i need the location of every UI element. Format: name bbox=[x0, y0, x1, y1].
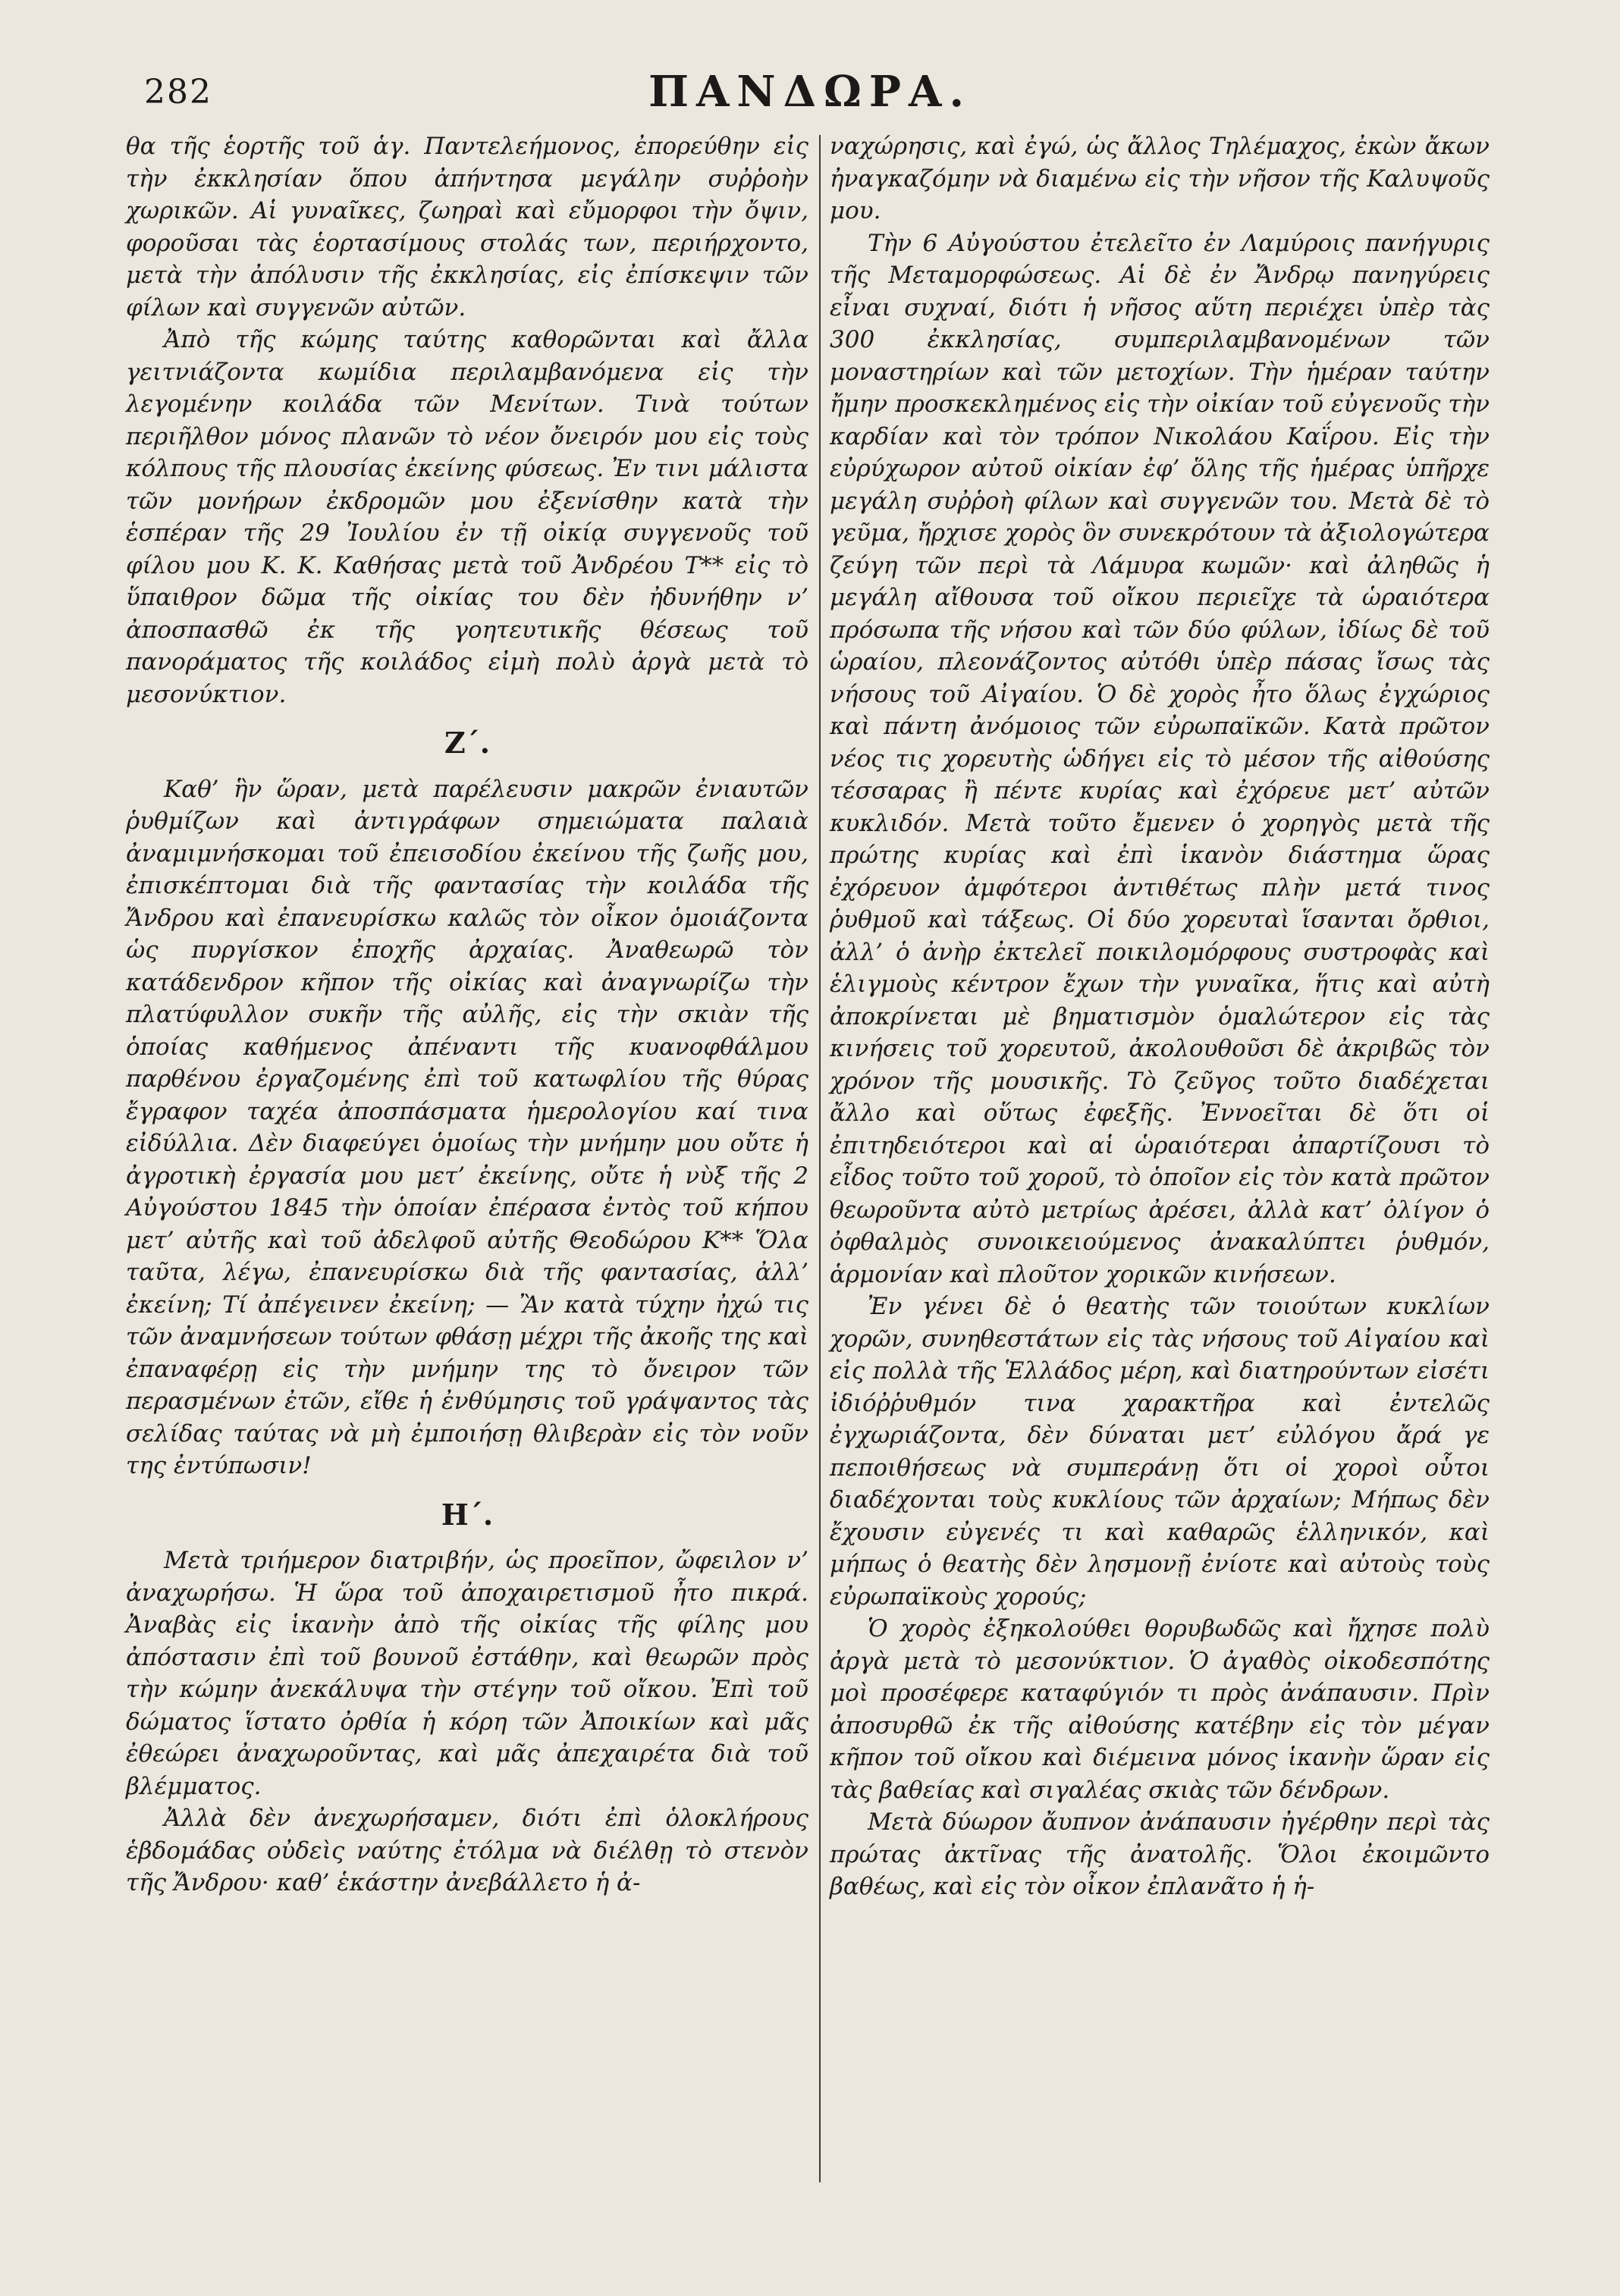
left-column bbox=[126, 130, 808, 1899]
paragraph: ναχώρησις, καὶ ἐγώ, ὡς ἄλλος Τηλέμαχος, ἐκὼν ἄκων ἠναγκαζόμην νὰ διαμένω εἰς τὴν νῆσον τῆς Καλυψοῦς μου. bbox=[830, 133, 1490, 224]
paragraph: Μετὰ δύωρον ἄυπνον ἀνάπαυσιν ἠγέρθην περὶ τὰς πρώτας ἀκτῖνας τῆς ἀνατολῆς. Ὅλοι ἐκοιμῶντο βαθέως, καὶ εἰς τὸν οἶκον ἐπλανᾶτο ἡ ἡ- bbox=[830, 1808, 1490, 1900]
paragraph: θα τῆς ἑορτῆς τοῦ ἁγ. Παντελεήμονος, ἐπορεύθην εἰς τὴν ἐκκλησίαν ὅπου ἀπήντησα μεγάλην συῤῥοὴν χωρικῶν. Αἱ γυναῖκες, ζωηραὶ καὶ εὔμορφοι τὴν ὄψιν, φοροῦσαι τὰς ἑορτασίμους στολάς των, περιήρχοντο, μετὰ τὴν ἀπόλυσιν τῆς ἐκκλησίας, εἰς ἐπίσκεψιν τῶν φίλων καὶ συγγενῶν αὐτῶν. bbox=[126, 133, 808, 322]
section-heading: Ζ΄. bbox=[444, 726, 490, 760]
section-heading: Η΄. bbox=[441, 1497, 494, 1532]
paragraph: Ἐν γένει δὲ ὁ θεατὴς τῶν τοιούτων κυκλίων χορῶν, συνηθεστάτων εἰς τὰς νήσους τοῦ Αἰγαίου καὶ εἰς πολλὰ τῆς Ἑλλάδος μέρη, καὶ διατηρούντων εἰσέτι ἰδιόῤῥυθμόν τινα χαρακτῆρα καὶ ἐντελῶς ἐγχωριάζοντα, δὲν δύναται μετ’ εὐλόγου ἄρά γε πεποιθήσεως νὰ συμπεράνῃ ὅτι οἱ χοροὶ οὗτοι διαδέχονται τοὺς κυκλίους τῶν ἀρχαίων; Μήπως δὲν ἔχουσιν εὐγενές τι καὶ καθαρῶς ἑλληνικόν, καὶ μήπως ὁ θεατὴς δὲν λησμονῇ ἐνίοτε καὶ αὐτοὺς τοὺς εὐρωπαϊκοὺς χορούς; bbox=[830, 1293, 1490, 1611]
paragraph: Ἀλλὰ δὲν ἀνεχωρήσαμεν, διότι ἐπὶ ὁλοκλήρους ἑβδομάδας οὐδεὶς ναύτης ἐτόλμα νὰ διέλθῃ τὸ στενὸν τῆς Ἄνδρου· καθ’ ἑκάστην ἀνεβάλλετο ἡ ἀ- bbox=[126, 1805, 808, 1896]
column-divider bbox=[819, 135, 821, 2182]
paragraph: Μετὰ τριήμερον διατριβήν, ὡς προεῖπον, ὤφειλον ν’ ἀναχωρήσω. Ἡ ὥρα τοῦ ἀποχαιρετισμοῦ ἦτο πικρά. Ἀναβὰς εἰς ἱκανὴν ἀπὸ τῆς οἰκίας τῆς φίλης μου ἀπόστασιν ἐπὶ τοῦ βουνοῦ ἐστάθην, καὶ θεωρῶν πρὸς τὴν κώμην ἀνεκάλυψα τὴν στέγην τοῦ οἴκου. Ἐπὶ τοῦ δώματος ἵστατο ὀρθία ἡ κόρη τῶν Ἀποικίων καὶ μᾶς ἐθεώρει ἀναχωροῦντας, καὶ μᾶς ἀπεχαιρέτα διὰ τοῦ βλέμματος. bbox=[126, 1547, 808, 1800]
paragraph: Ὁ χορὸς ἐξηκολούθει θορυβωδῶς καὶ ἤχησε πολὺ ἀργὰ μετὰ τὸ μεσονύκτιον. Ὁ ἀγαθὸς οἰκοδεσπότης μοὶ προσέφερε καταφύγιόν τι πρὸς ἀνάπαυσιν. Πρὶν ἀποσυρθῶ ἐκ τῆς αἰθούσης κατέβην εἰς τὸν μέγαν κῆπον τοῦ οἴκου καὶ διέμεινα μόνος ἱκανὴν ὥραν εἰς τὰς βαθείας καὶ σιγαλέας σκιὰς τῶν δένδρων. bbox=[830, 1615, 1490, 1804]
paragraph: Ἀπὸ τῆς κώμης ταύτης καθορῶνται καὶ ἄλλα γειτνιάζοντα κωμίδια περιλαμβανόμενα εἰς τὴν λεγομένην κοιλάδα τῶν Μενίτων. Τινὰ τούτων περιῆλθον μόνος πλανῶν τὸ νέον ὄνειρόν μου εἰς τοὺς κόλπους τῆς πλουσίας ἐκείνης φύσεως. Ἐν τινι μάλιστα τῶν μονήρων ἐκδρομῶν μου ἐξενίσθην κατὰ τὴν ἑσπέραν τῆς 29 Ἰουλίου ἐν τῇ οἰκίᾳ συγγενοῦς τοῦ φίλου μου Κ. Κ. Καθήσας μετὰ τοῦ Ἀνδρέου Τ** εἰς τὸ ὕπαιθρον δῶμα τῆς οἰκίας του δὲν ἠδυνήθην ν’ ἀποσπασθῶ ἐκ τῆς γοητευτικῆς θέσεως τοῦ πανοράματος τῆς κοιλάδος εἰμὴ πολὺ ἀργὰ μετὰ τὸ μεσονύκτιον. bbox=[126, 326, 808, 708]
running-head: ΠΑΝΔΩΡΑ. bbox=[648, 67, 972, 117]
paragraph: Καθ’ ἣν ὥραν, μετὰ παρέλευσιν μακρῶν ἐνιαυτῶν ῥυθμίζων καὶ ἀντιγράφων σημειώματα παλαιὰ ἀναμιμνήσκομαι τοῦ ἐπεισοδίου ἐκείνου τῆς ζωῆς μου, ἐπισκέπτομαι διὰ τῆς φαντασίας τὴν κοιλάδα τῆς Ἄνδρου καὶ ἐπανευρίσκω καλῶς τὸν οἶκον ὁμοιάζοντα ὡς πυργίσκον ἐποχῆς ἀρχαίας. Ἀναθεωρῶ τὸν κατάδενδρον κῆπον τῆς οἰκίας καὶ ἀναγνωρίζω τὴν πλατύφυλλον συκῆν τῆς αὐλῆς, εἰς τὴν σκιὰν τῆς ὁποίας καθήμενος ἀπέναντι τῆς κυανοφθάλμου παρθένου ἐργαζομένης ἐπὶ τοῦ κατωφλίου τῆς θύρας ἔγραφον ταχέα ἀποσπάσματα ἡμερολογίου καί τινα εἰδύλλια. Δὲν διαφεύγει ὁμοίως τὴν μνήμην μου οὔτε ἡ ἀγροτικὴ ἐργασία μου μετ’ ἐκείνης, οὔτε ἡ νὺξ τῆς 2 Αὐγούστου 1845 τὴν ὁποίαν ἐπέρασα ἐντὸς τοῦ κήπου μετ’ αὐτῆς καὶ τοῦ ἀδελφοῦ αὐτῆς Θεοδώρου Κ** Ὅλα ταῦτα, λέγω, ἐπανευρίσκω διὰ τῆς φαντασίας, ἀλλ’ ἐκείνη; Τί ἀπέγεινεν ἐκείνη; — Ἂν κατὰ τύχην ἠχώ τις τῶν ἀναμνήσεων τούτων φθάσῃ μέχρι τῆς ἀκοῆς της καὶ ἐπαναφέρῃ εἰς τὴν μνήμην της τὸ ὄνειρον τῶν περασμένων ἐτῶν, εἴθε ἡ ἐνθύμησις τοῦ γράψαντος τὰς σελίδας ταύτας νὰ μὴ ἐμποιήσῃ θλιβερὰν εἰς τὸν νοῦν της ἐντύπωσιν! bbox=[126, 775, 808, 1479]
page-number: 282 bbox=[144, 73, 212, 111]
paragraph: Τὴν 6 Αὐγούστου ἐτελεῖτο ἐν Λαμύροις πανήγυρις τῆς Μεταμορφώσεως. Αἱ δὲ ἐν Ἄνδρῳ πανηγύρεις εἶναι συχναί, διότι ἡ νῆσος αὕτη περιέχει ὑπὲρ τὰς 300 ἐκκλησίας, συμπεριλαμβανομένων τῶν μοναστηρίων καὶ τῶν μετοχίων. Τὴν ἡμέραν ταύτην ἤμην προσκεκλημένος εἰς τὴν οἰκίαν τοῦ εὐγενοῦς τὴν καρδίαν καὶ τὸν τρόπον Νικολάου Καΐρου. Εἰς τὴν εὐρύχωρον αὐτοῦ οἰκίαν ἐφ’ ὅλης τῆς ἡμέρας ὑπῆρχε μεγάλη συῤῥοὴ φίλων καὶ συγγενῶν του. Μετὰ δὲ τὸ γεῦμα, ἤρχισε χορὸς ὃν συνεκρότουν τὰ ἀξιολογώτερα ζεύγη τῶν περὶ τὰ Λάμυρα κωμῶν· καὶ ἀληθῶς ἡ μεγάλη αἴθουσα τοῦ οἴκου περιεῖχε τὰ ὡραιότερα πρόσωπα τῆς νήσου καὶ τῶν δύο φύλων, ἰδίως δὲ τοῦ ὡραίου, πλεονάζοντος αὐτόθι ὑπὲρ πάσας ἴσως τὰς νήσους τοῦ Αἰγαίου. Ὁ δὲ χορὸς ἦτο ὅλως ἐγχώριος καὶ πάντη ἀνόμοιος τῶν εὐρωπαϊκῶν. Κατὰ πρῶτον νέος τις χορευτὴς ὡδήγει εἰς τὸ μέσον τῆς αἰθούσης τέσσαρας ἢ πέντε κυρίας καὶ ἐχόρευε μετ’ αὐτῶν κυκλιδόν. Μετὰ τοῦτο ἔμενεν ὁ χορηγὸς μετὰ τῆς πρώτης κυρίας καὶ ἐπὶ ἱκανὸν διάστημα ὥρας ἐχόρευον ἀμφότεροι ἀντιθέτως πλὴν μετά τινος ῥυθμοῦ καὶ τάξεως. Οἱ δύο χορευταὶ ἵσανται ὄρθιοι, ἀλλ’ ὁ ἀνὴρ ἐκτελεῖ ποικιλομόρφους συστροφὰς καὶ ἑλιγμοὺς κέντρον ἔχων τὴν γυναῖκα, ἥτις καὶ αὐτὴ ἀποκρίνεται μὲ βηματισμὸν ὁμαλώτερον εἰς τὰς κινήσεις τοῦ χορευτοῦ, ἀκολουθοῦσι δὲ ἀκριβῶς τὸν χρόνον τῆς μουσικῆς. Τὸ ζεῦγος τοῦτο διαδέχεται ἄλλο καὶ οὕτως ἐφεξῆς. Ἐννοεῖται δὲ ὅτι οἱ ἐπιτηδειότεροι καὶ αἱ ὡραιότεραι ἀπαρτίζουσι τὸ εἶδος τοῦτο τοῦ χοροῦ, τὸ ὁποῖον εἰς τὸν κατὰ πρῶτον θεωροῦντα αὐτὸ μετρίως ἀρέσει, ἀλλὰ κατ’ ὀλίγον ὁ ὀφθαλμὸς συνοικειούμενος ἀνακαλύπτει ῥυθμόν, ἁρμονίαν καὶ πλοῦτον χορικῶν κινήσεων. bbox=[830, 229, 1490, 1288]
right-column bbox=[830, 130, 1490, 1903]
